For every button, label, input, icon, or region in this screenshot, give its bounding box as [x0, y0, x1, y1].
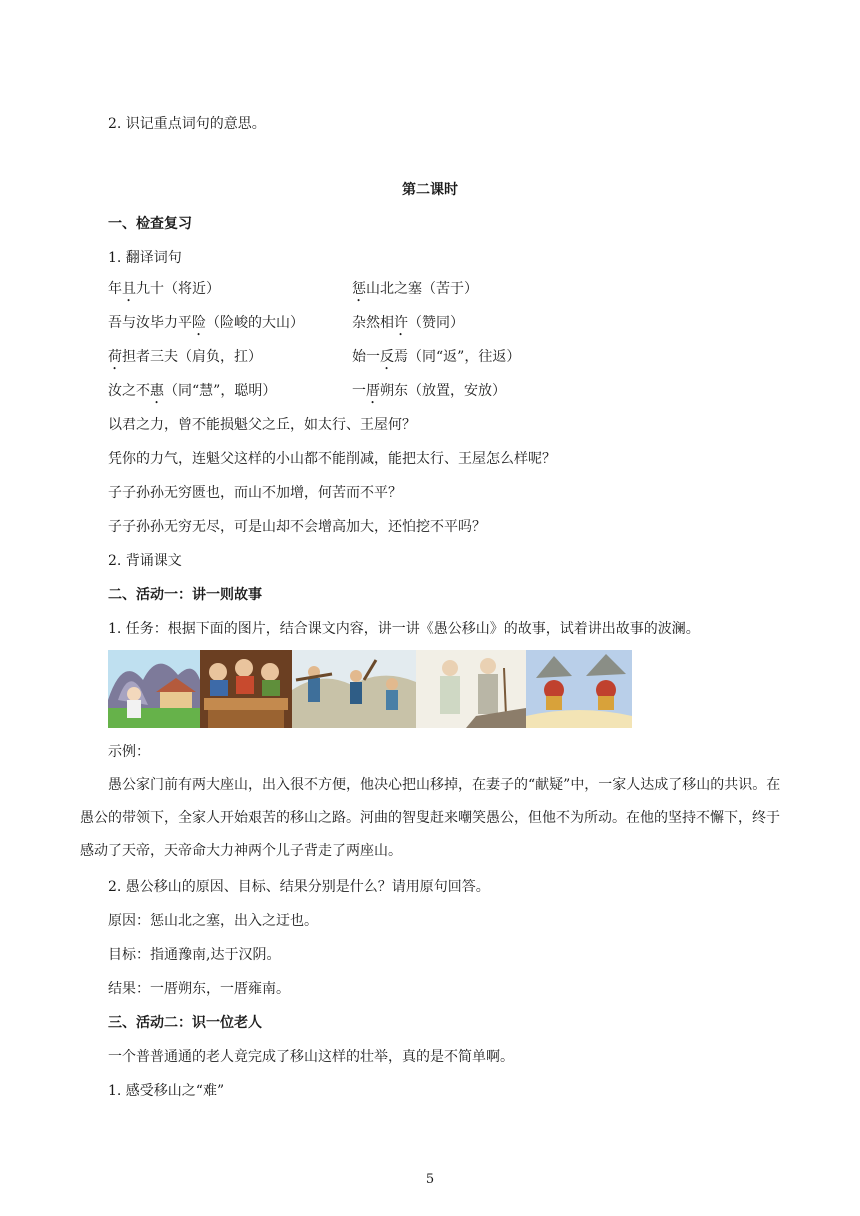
- answer-reason: 原因：惩山北之塞，出入之迂也。: [108, 913, 318, 929]
- vocab-right-2: 杂然相许（赞同）: [352, 315, 464, 331]
- task-text: 1. 任务：根据下面的图片，结合课文内容，讲一讲《愚公移山》的故事，试着讲出故事的波澜。: [108, 621, 700, 637]
- sentence-translation-1: 凭你的力气，连魁父这样的小山都不能削减，能把太行、王屋怎么样呢？: [108, 451, 556, 467]
- subheading-difficulty: 1. 感受移山之“难”: [108, 1083, 225, 1099]
- question-2: 2. 愚公移山的原因、目标、结果分别是什么？请用原句回答。: [108, 879, 490, 895]
- story-illustrations: [108, 650, 632, 728]
- illustration-digging-mountain: [292, 650, 416, 728]
- example-label: 示例：: [108, 744, 150, 760]
- vocab-right-1: 惩山北之塞（苦于）: [352, 281, 478, 297]
- example-paragraph: 愚公家门前有两大座山，出入很不方便，他决心把山移掉，在妻子的“献疑”中，一家人达成了移山的共识。在愚公的带领下，全家人开始艰苦的移山之路。河曲的智叟赶来嘲笑愚公，但他不为所动。在他的坚持不懈下，终于感动了天帝，天帝命大力神两个儿子背走了两座山。: [80, 777, 781, 859]
- section-heading-old-man: 三、活动二：识一位老人: [108, 1015, 262, 1031]
- vocab-left-3: 荷担者三夫（肩负，扛）: [108, 349, 262, 365]
- section-heading-review: 一、检查复习: [108, 216, 192, 232]
- sentence-translation-2: 子子孙孙无穷无尽，可是山却不会增高加大，还怕挖不平吗？: [108, 519, 486, 535]
- subheading-translate: 1. 翻译词句: [108, 250, 182, 266]
- subheading-recite: 2. 背诵课文: [108, 553, 182, 569]
- intro-text: 一个普普通通的老人竟完成了移山这样的壮举，真的是不简单啊。: [108, 1049, 514, 1065]
- vocab-left-4: 汝之不惠（同“慧”，聪明）: [108, 383, 277, 399]
- answer-result: 结果：一厝朔东，一厝雍南。: [108, 981, 290, 997]
- illustration-old-man-mountains: [108, 650, 200, 728]
- lesson-title: 第二课时: [402, 182, 458, 198]
- illustration-wise-old-man: [416, 650, 526, 728]
- sentence-original-1: 以君之力，曾不能损魁父之丘，如太行、王屋何？: [108, 417, 416, 433]
- objective-item-2: 2. 识记重点词句的意思。: [108, 116, 266, 132]
- vocab-right-3: 始一反焉（同“返”，往返）: [352, 349, 521, 365]
- sentence-original-2: 子子孙孙无穷匮也，而山不加增，何苦而不平？: [108, 485, 402, 501]
- page-number: 5: [425, 1172, 435, 1187]
- section-heading-story: 二、活动一：讲一则故事: [108, 587, 262, 603]
- illustration-family-meeting: [200, 650, 292, 728]
- vocab-left-1: 年且九十（将近）: [108, 281, 220, 297]
- vocab-right-4: 一厝朔东（放置，安放）: [352, 383, 506, 399]
- vocab-left-2: 吾与汝毕力平险（险峻的大山）: [108, 315, 304, 331]
- illustration-gods-carrying-mountains: [526, 650, 632, 728]
- answer-goal: 目标：指通豫南,达于汉阴。: [108, 947, 281, 963]
